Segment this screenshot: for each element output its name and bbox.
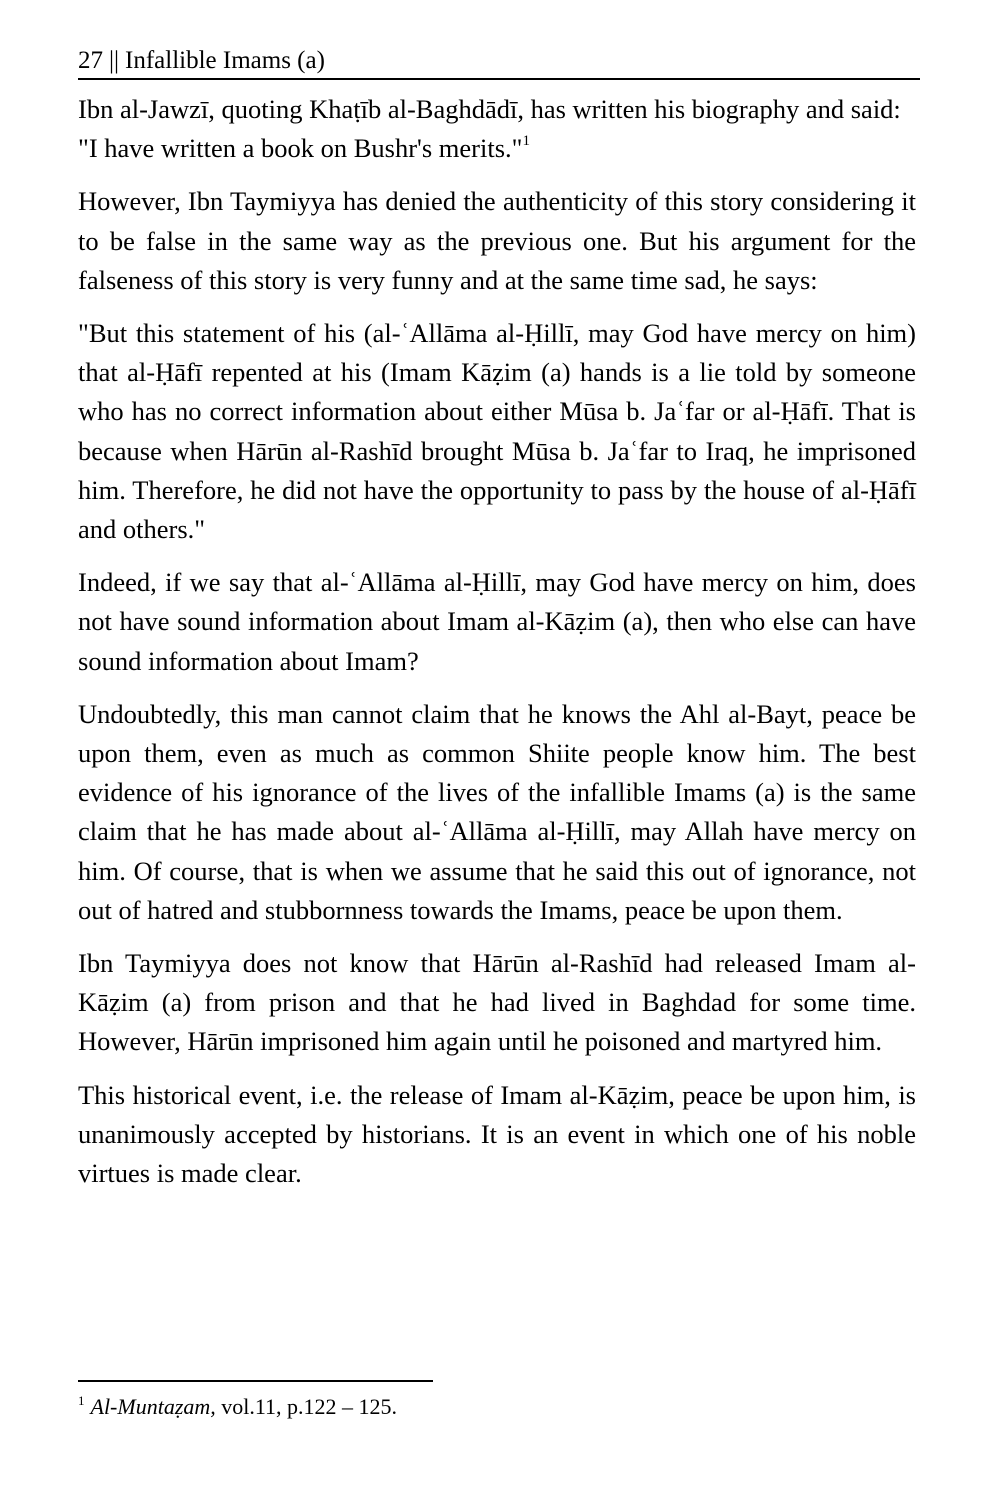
footnote-source-title: Al-Muntaẓam, bbox=[90, 1394, 216, 1419]
footnote bbox=[78, 1392, 918, 1422]
running-header bbox=[78, 44, 920, 80]
paragraph: Indeed, if we say that al-ʿAllāma al-Ḥillī, may God have mercy on him, does not have sound information about Imam al-Kāẓim (a), then who else can have sound information about Imam? bbox=[78, 567, 916, 676]
paragraph-text: Ibn al-Jawzī, quoting Khaṭīb al-Baghdādī, has written his biography and said: "I have written a book on Bushr's merits." bbox=[78, 94, 901, 164]
quoted-paragraph: "But this statement of his (al-ʿAllāma al-Ḥillī, may God have mercy on him) that al-Ḥāfī repented at his (Imam Kāẓim (a) hands is a lie told by someone who has no correct information about either Mūsa b. Jaʿfar or al-Ḥāfī. That is because when Hārūn al-Rashīd brought Mūsa b. Jaʿfar to Iraq, he imprisoned him. Therefore, he did not have the opportunity to pass by the house of al-Ḥāfī and others." bbox=[78, 318, 916, 545]
paragraph: This historical event, i.e. the release of Imam al-Kāẓim, peace be upon him, is unanimously accepted by historians. It is an event in which one of his noble virtues is made clear. bbox=[78, 1079, 916, 1189]
book-title: Infallible Imams (a) bbox=[125, 47, 325, 74]
body-text bbox=[78, 90, 916, 1207]
header-separator: || bbox=[109, 47, 120, 74]
paragraph: Undoubtedly, this man cannot claim that he knows the Ahl al-Bayt, peace be upon them, even as much as common Shiite people know him. The best evidence of his ignorance of the lives of the infallible Imams (a) is the same claim that he has made about al-ʿAllāma al-Ḥillī, may Allah have mercy on him. Of course, that is when we assume that he said this out of ignorance, not out of hatred and stubbornness towards the Imams, peace be upon them. bbox=[78, 698, 916, 925]
paragraph bbox=[78, 90, 916, 168]
paragraph: However, Ibn Taymiyya has denied the authenticity of this story considering it to be false in the same way as the previous one. But his argument for the falseness of this story is very funny and at the same time sad, he says: bbox=[78, 186, 916, 295]
footnote-mark: 1 bbox=[78, 1393, 85, 1408]
footnote-details: vol.11, p.122 – 125. bbox=[221, 1394, 398, 1419]
footnote-reference[interactable]: 1 bbox=[522, 133, 530, 150]
page-number: 27 bbox=[78, 47, 103, 74]
paragraph: Ibn Taymiyya does not know that Hārūn al-Rashīd had released Imam al-Kāẓim (a) from prison and that he had lived in Baghdad for some time. However, Hārūn imprisoned him again until he poisoned and martyred him. bbox=[78, 948, 916, 1057]
footnote-divider bbox=[78, 1380, 433, 1382]
